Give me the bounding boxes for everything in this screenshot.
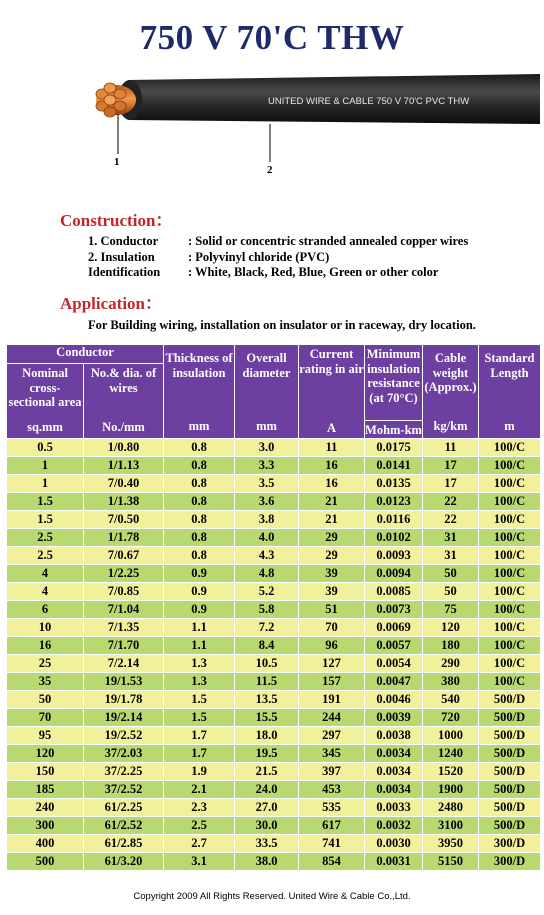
cell-area: 150 — [7, 763, 84, 781]
cell-resistance: 0.0116 — [365, 511, 423, 529]
header-area — [7, 364, 84, 439]
header-diameter-label: Overall diameter — [242, 351, 291, 380]
cell-weight: 3950 — [423, 835, 479, 853]
cell-weight: 180 — [423, 637, 479, 655]
cell-diameter: 18.0 — [235, 727, 299, 745]
cell-wires: 61/2.25 — [84, 799, 164, 817]
cell-diameter: 5.8 — [235, 601, 299, 619]
cell-weight: 5150 — [423, 853, 479, 871]
cell-area: 4 — [7, 565, 84, 583]
conductor-group-header: Conductor — [7, 345, 164, 364]
table-row — [7, 493, 541, 511]
cell-diameter: 4.8 — [235, 565, 299, 583]
cell-wires: 7/1.35 — [84, 619, 164, 637]
cell-resistance: 0.0054 — [365, 655, 423, 673]
cell-thickness: 0.8 — [164, 547, 235, 565]
cell-wires: 1/0.80 — [84, 439, 164, 457]
cell-resistance: 0.0094 — [365, 565, 423, 583]
cell-resistance: 0.0175 — [365, 439, 423, 457]
cell-wires: 7/1.04 — [84, 601, 164, 619]
header-thickness — [164, 345, 235, 439]
cell-area: 16 — [7, 637, 84, 655]
cell-diameter: 10.5 — [235, 655, 299, 673]
cell-weight: 31 — [423, 547, 479, 565]
cell-wires: 7/0.85 — [84, 583, 164, 601]
cell-current: 21 — [299, 493, 365, 511]
construction-value: : White, Black, Red, Blue, Green or other color — [188, 265, 439, 279]
cell-thickness: 3.1 — [164, 853, 235, 871]
cell-resistance: 0.0038 — [365, 727, 423, 745]
cell-thickness: 0.8 — [164, 493, 235, 511]
cell-length: 300/D — [479, 853, 541, 871]
cell-diameter: 15.5 — [235, 709, 299, 727]
cell-area: 35 — [7, 673, 84, 691]
copyright-footer: Copyright 2009 All Rights Reserved. United Wire & Cable Co.,Ltd. — [133, 891, 411, 902]
cell-thickness: 1.3 — [164, 673, 235, 691]
cell-wires: 19/1.53 — [84, 673, 164, 691]
table-row — [7, 853, 541, 871]
cell-area: 120 — [7, 745, 84, 763]
cell-diameter: 8.4 — [235, 637, 299, 655]
cell-diameter: 3.0 — [235, 439, 299, 457]
cell-weight: 720 — [423, 709, 479, 727]
cell-weight: 3100 — [423, 817, 479, 835]
header-weight — [423, 345, 479, 439]
cell-thickness: 0.8 — [164, 475, 235, 493]
cell-weight: 380 — [423, 673, 479, 691]
cell-wires: 1/1.38 — [84, 493, 164, 511]
header-current-label: Current rating in air — [299, 347, 364, 376]
cell-wires: 37/2.52 — [84, 781, 164, 799]
cell-thickness: 1.7 — [164, 745, 235, 763]
table-row — [7, 619, 541, 637]
header-wires — [84, 364, 164, 439]
cell-length: 100/C — [479, 583, 541, 601]
cell-thickness: 1.1 — [164, 637, 235, 655]
header-thickness-unit: mm — [188, 418, 210, 433]
cell-length: 100/C — [479, 673, 541, 691]
cell-current: 297 — [299, 727, 365, 745]
cell-thickness: 0.8 — [164, 529, 235, 547]
cell-area: 0.5 — [7, 439, 84, 457]
cell-wires: 61/2.52 — [84, 817, 164, 835]
cell-length: 100/C — [479, 493, 541, 511]
cell-current: 244 — [299, 709, 365, 727]
cell-diameter: 30.0 — [235, 817, 299, 835]
cell-diameter: 5.2 — [235, 583, 299, 601]
table-row — [7, 835, 541, 853]
construction-list — [88, 234, 468, 281]
header-resistance-label: Minimum insulation resistance (at 70°C) — [366, 347, 421, 405]
cell-wires: 7/2.14 — [84, 655, 164, 673]
cell-length: 100/C — [479, 475, 541, 493]
cell-current: 157 — [299, 673, 365, 691]
cell-length: 100/C — [479, 439, 541, 457]
cell-length: 100/C — [479, 637, 541, 655]
cell-diameter: 3.6 — [235, 493, 299, 511]
cell-wires: 61/2.85 — [84, 835, 164, 853]
header-weight-label: Cable weight (Approx.) — [424, 351, 477, 394]
cell-length: 100/C — [479, 655, 541, 673]
table-row — [7, 601, 541, 619]
table-row — [7, 547, 541, 565]
table-row — [7, 457, 541, 475]
cell-length: 500/D — [479, 727, 541, 745]
cell-diameter: 3.3 — [235, 457, 299, 475]
construction-key: Identification — [88, 265, 161, 279]
cell-length: 500/D — [479, 781, 541, 799]
cell-length: 300/D — [479, 835, 541, 853]
cell-resistance: 0.0031 — [365, 853, 423, 871]
cell-wires: 7/0.67 — [84, 547, 164, 565]
cell-wires: 37/2.03 — [84, 745, 164, 763]
table-row — [7, 475, 541, 493]
cell-current: 127 — [299, 655, 365, 673]
cell-length: 500/D — [479, 763, 541, 781]
cell-length: 100/C — [479, 547, 541, 565]
cell-length: 500/D — [479, 745, 541, 763]
cell-thickness: 0.9 — [164, 565, 235, 583]
cell-area: 4 — [7, 583, 84, 601]
cell-current: 70 — [299, 619, 365, 637]
cell-thickness: 0.8 — [164, 457, 235, 475]
cell-area: 240 — [7, 799, 84, 817]
cell-resistance: 0.0033 — [365, 799, 423, 817]
cell-thickness: 2.1 — [164, 781, 235, 799]
header-length-unit: m — [504, 418, 515, 433]
cell-diameter: 27.0 — [235, 799, 299, 817]
table-row — [7, 709, 541, 727]
cell-area: 1 — [7, 475, 84, 493]
table-row — [7, 511, 541, 529]
cell-current: 535 — [299, 799, 365, 817]
cell-weight: 2480 — [423, 799, 479, 817]
cell-area: 70 — [7, 709, 84, 727]
cell-wires: 19/2.14 — [84, 709, 164, 727]
cell-area: 1.5 — [7, 511, 84, 529]
cell-current: 16 — [299, 457, 365, 475]
cell-weight: 540 — [423, 691, 479, 709]
header-length — [479, 345, 541, 439]
cell-current: 453 — [299, 781, 365, 799]
cell-wires: 61/3.20 — [84, 853, 164, 871]
cell-thickness: 0.8 — [164, 511, 235, 529]
cell-weight: 1000 — [423, 727, 479, 745]
header-wires-label: No.& dia. of wires — [90, 366, 157, 395]
cell-thickness: 0.9 — [164, 601, 235, 619]
cell-weight: 1520 — [423, 763, 479, 781]
cell-resistance: 0.0046 — [365, 691, 423, 709]
cell-length: 500/D — [479, 691, 541, 709]
cell-weight: 17 — [423, 475, 479, 493]
cell-length: 100/C — [479, 529, 541, 547]
table-row — [7, 673, 541, 691]
table-row — [7, 637, 541, 655]
cell-resistance: 0.0141 — [365, 457, 423, 475]
cell-wires: 7/0.50 — [84, 511, 164, 529]
cell-thickness: 2.7 — [164, 835, 235, 853]
cell-diameter: 21.5 — [235, 763, 299, 781]
construction-value: : Polyvinyl chloride (PVC) — [188, 249, 330, 264]
cell-wires: 19/1.78 — [84, 691, 164, 709]
cell-current: 29 — [299, 547, 365, 565]
application-text: For Building wiring, installation on insulator or in raceway, dry location. — [88, 318, 476, 332]
cell-weight: 50 — [423, 565, 479, 583]
cell-wires: 7/0.40 — [84, 475, 164, 493]
cell-diameter: 3.8 — [235, 511, 299, 529]
table-row — [7, 781, 541, 799]
cell-weight: 11 — [423, 439, 479, 457]
header-wires-unit: No./mm — [102, 419, 145, 434]
cell-current: 345 — [299, 745, 365, 763]
cell-diameter: 13.5 — [235, 691, 299, 709]
cell-length: 100/C — [479, 457, 541, 475]
cell-current: 741 — [299, 835, 365, 853]
cell-thickness: 1.5 — [164, 709, 235, 727]
construction-row — [88, 265, 468, 281]
cell-resistance: 0.0030 — [365, 835, 423, 853]
cell-weight: 1900 — [423, 781, 479, 799]
cell-current: 16 — [299, 475, 365, 493]
cell-weight: 50 — [423, 583, 479, 601]
header-weight-unit: kg/km — [433, 418, 468, 433]
callout-2-label: 2 — [267, 164, 273, 176]
cell-wires: 37/2.25 — [84, 763, 164, 781]
cell-resistance: 0.0034 — [365, 763, 423, 781]
cell-current: 21 — [299, 511, 365, 529]
construction-key: 2. Insulation — [88, 249, 155, 264]
cell-weight: 31 — [423, 529, 479, 547]
table-row — [7, 727, 541, 745]
cell-diameter: 11.5 — [235, 673, 299, 691]
header-current — [299, 345, 365, 439]
header-thickness-label: Thickness of insulation — [165, 351, 233, 380]
cell-wires: 7/1.70 — [84, 637, 164, 655]
cell-area: 2.5 — [7, 547, 84, 565]
cell-length: 500/D — [479, 817, 541, 835]
cell-resistance: 0.0032 — [365, 817, 423, 835]
cell-current: 617 — [299, 817, 365, 835]
cell-area: 500 — [7, 853, 84, 871]
cell-weight: 290 — [423, 655, 479, 673]
cell-area: 6 — [7, 601, 84, 619]
cell-thickness: 1.7 — [164, 727, 235, 745]
cell-resistance: 0.0034 — [365, 781, 423, 799]
table-row — [7, 439, 541, 457]
page-title: 750 V 70'C THW — [139, 18, 405, 57]
cell-area: 300 — [7, 817, 84, 835]
cell-thickness: 1.5 — [164, 691, 235, 709]
cable-spec-table — [6, 344, 541, 871]
header-resistance-unit: Mohm-km — [365, 420, 422, 438]
cell-length: 100/C — [479, 601, 541, 619]
table-row — [7, 745, 541, 763]
cell-area: 185 — [7, 781, 84, 799]
cell-current: 96 — [299, 637, 365, 655]
header-area-label: Nominal cross-sectional area — [8, 366, 82, 409]
cell-weight: 120 — [423, 619, 479, 637]
cell-thickness: 0.9 — [164, 583, 235, 601]
header-area-unit: sq.mm — [27, 419, 63, 434]
cell-weight: 75 — [423, 601, 479, 619]
cell-area: 10 — [7, 619, 84, 637]
table-row — [7, 583, 541, 601]
table-row — [7, 565, 541, 583]
cell-length: 500/D — [479, 709, 541, 727]
header-diameter-unit: mm — [256, 418, 277, 433]
cell-weight: 22 — [423, 511, 479, 529]
cell-thickness: 1.3 — [164, 655, 235, 673]
cable-print-text: UNITED WIRE & CABLE 750 V 70'C PVC THW — [268, 96, 470, 107]
cell-wires: 19/2.52 — [84, 727, 164, 745]
cell-length: 100/C — [479, 619, 541, 637]
cell-diameter: 33.5 — [235, 835, 299, 853]
cell-area: 50 — [7, 691, 84, 709]
cell-resistance: 0.0093 — [365, 547, 423, 565]
header-current-unit: A — [326, 420, 337, 435]
cell-area: 400 — [7, 835, 84, 853]
header-length-label: Standard Length — [484, 351, 535, 380]
cell-diameter: 19.5 — [235, 745, 299, 763]
table-row — [7, 799, 541, 817]
cell-resistance: 0.0135 — [365, 475, 423, 493]
cell-area: 95 — [7, 727, 84, 745]
cell-resistance: 0.0102 — [365, 529, 423, 547]
cell-area: 2.5 — [7, 529, 84, 547]
cell-thickness: 1.1 — [164, 619, 235, 637]
table-row — [7, 817, 541, 835]
cell-diameter: 24.0 — [235, 781, 299, 799]
cell-area: 25 — [7, 655, 84, 673]
cell-current: 29 — [299, 529, 365, 547]
cell-wires: 1/2.25 — [84, 565, 164, 583]
cell-resistance: 0.0047 — [365, 673, 423, 691]
construction-value: : Solid or concentric stranded annealed copper wires — [188, 234, 469, 248]
construction-row — [88, 250, 468, 266]
cell-wires: 1/1.13 — [84, 457, 164, 475]
construction-key: 1. Conductor — [88, 234, 159, 248]
cell-current: 191 — [299, 691, 365, 709]
cell-weight: 1240 — [423, 745, 479, 763]
cell-wires: 1/1.78 — [84, 529, 164, 547]
cell-resistance: 0.0123 — [365, 493, 423, 511]
cell-length: 100/C — [479, 565, 541, 583]
cell-area: 1.5 — [7, 493, 84, 511]
cell-current: 51 — [299, 601, 365, 619]
cell-area: 1 — [7, 457, 84, 475]
table-row — [7, 763, 541, 781]
cell-resistance: 0.0069 — [365, 619, 423, 637]
cell-resistance: 0.0039 — [365, 709, 423, 727]
table-row — [7, 691, 541, 709]
cell-current: 11 — [299, 439, 365, 457]
construction-heading: Construction： — [60, 211, 173, 230]
header-diameter — [235, 345, 299, 439]
cell-resistance: 0.0073 — [365, 601, 423, 619]
cell-diameter: 3.5 — [235, 475, 299, 493]
cell-weight: 22 — [423, 493, 479, 511]
cell-diameter: 38.0 — [235, 853, 299, 871]
cell-thickness: 1.9 — [164, 763, 235, 781]
table-row — [7, 529, 541, 547]
cell-thickness: 2.3 — [164, 799, 235, 817]
cell-current: 39 — [299, 583, 365, 601]
construction-row — [88, 234, 468, 250]
cell-thickness: 0.8 — [164, 439, 235, 457]
cell-diameter: 4.0 — [235, 529, 299, 547]
cell-current: 39 — [299, 565, 365, 583]
cell-diameter: 4.3 — [235, 547, 299, 565]
cell-length: 100/C — [479, 511, 541, 529]
cell-weight: 17 — [423, 457, 479, 475]
cell-resistance: 0.0085 — [365, 583, 423, 601]
cell-resistance: 0.0057 — [365, 637, 423, 655]
cell-current: 854 — [299, 853, 365, 871]
header-resistance — [365, 345, 423, 439]
cell-diameter: 7.2 — [235, 619, 299, 637]
cell-thickness: 2.5 — [164, 817, 235, 835]
callout-1-label: 1 — [114, 156, 120, 168]
cell-current: 397 — [299, 763, 365, 781]
cell-length: 500/D — [479, 799, 541, 817]
table-row — [7, 655, 541, 673]
table-body — [7, 439, 541, 871]
cell-resistance: 0.0034 — [365, 745, 423, 763]
application-heading: Application： — [60, 294, 163, 313]
